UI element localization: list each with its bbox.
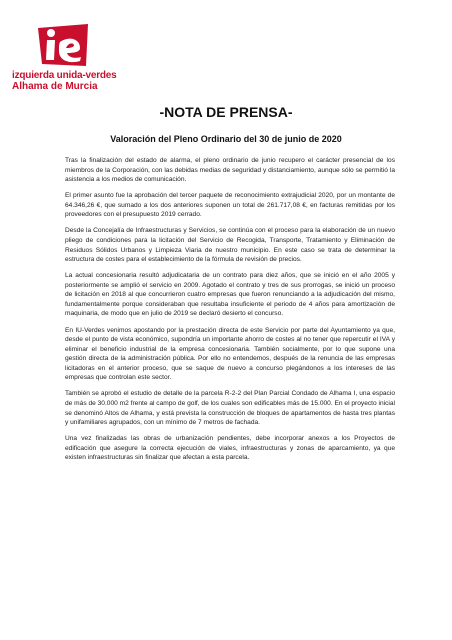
organization-name xyxy=(12,70,132,92)
paragraph: Tras la finalización del estado de alarma, el pleno ordinario de junio recupero el carácter presencial de los miembros de la Corporación, con las debidas medias de seguridad y distanciamiento, aunque sólo se permitió la asistencia a los medios de comunicación. xyxy=(65,157,395,184)
paragraph: La actual concesionaria resultó adjudicataria de un contrato para diez años, que se inició en el año 2005 y posteriormente se amplió el servicio en 2009. Agotado el contrato y tres de sus prorrogas, se inició un proceso de licitación en 2018 al que concurrieron cuatro empresas que fueron renunciando a la adjudicación del mismo, fundamentalmente porque consideraban que resultaba insuficiente el periodo de 4 años para amortización de maquinaria, de modo que en julio de 2019 se declaró desierto el concurso. xyxy=(65,272,395,318)
document-subtitle: Valoración del Pleno Ordinario del 30 de junio de 2020 xyxy=(110,134,342,144)
paragraph: Desde la Concejalía de Infraestructuras y Servicios, se continúa con el proceso para la elaboración de un nuevo pliego de condiciones para la licitación del Servicio de Recogida, Transporte, Tratamiento y Eliminación de Residuos Sólidos Urbanos y Limpieza Viaria de nuestro municipio. En este caso se trata de determinar la estructura de costes para el establecimiento de la fórmula de revisión de precios. xyxy=(65,227,395,264)
document-title: -NOTA DE PRENSA- xyxy=(159,104,293,120)
paragraph: El primer asunto fue la aprobación del tercer paquete de reconocimiento extrajudicial 2020, por un montante de 64.346,26 €, que sumado a los dos anteriores suponen un total de 261.717,08 €, en facturas remitidas por los proveedores con el presupuesto 2019 cerrado. xyxy=(65,192,395,219)
paragraph: En IU-Verdes venimos apostando por la prestación directa de este Servicio por parte del Ayuntamiento ya que, desde el punto de vista económico, supondría un importante ahorro de costes al no tener que repercutir el IVA y eliminar el beneficio industrial de la empresa concesionaria. También socialmente, por lo que supone una gestión directa de la administración pública. Por ello no entendemos, después de la renuncia de las empresas licitadoras en el anterior proceso, que se saque de nuevo a concurso plegándonos a los intereses de las empresas que controlan este sector. xyxy=(65,326,395,382)
paragraph: También se aprobó el estudio de detalle de la parcela R-2-2 del Plan Parcial Condado de Alhama I, una espacio de más de 30.000 m2 frente al campo de golf, de los cuales son edificables más de 15.000. En el proyecto inicial se denominó Altos de Alhama, y está prevista la construcción de bloques de apartamentos de hasta tres plantas y unifamiliares agrupados, con un mínimo de 7 metros de fachada. xyxy=(65,390,395,427)
organization-name-line1: izquierda unida-verdes xyxy=(12,70,117,81)
iu-logo-icon xyxy=(34,22,92,68)
paragraph: Una vez finalizadas las obras de urbanización pendientes, debe incorporar anexos a los Proyectos de edificación que asegure la correcta ejecución de viales, infraestructuras y zonas de aparcamiento, ya que existen infraestructuras sin finalizar que afectan a esta parcela. xyxy=(65,435,395,462)
organization-name-line2: Alhama de Murcia xyxy=(12,81,98,92)
document-body xyxy=(65,156,395,469)
